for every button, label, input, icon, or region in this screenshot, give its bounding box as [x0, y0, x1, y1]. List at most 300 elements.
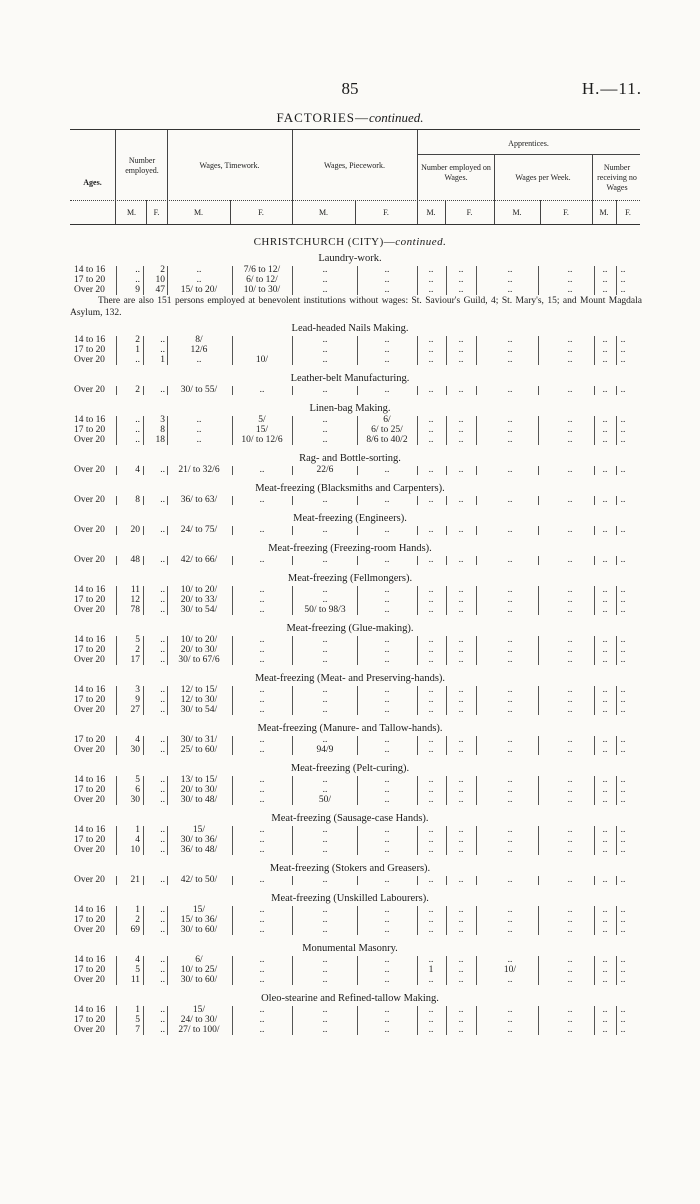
table-cell: 10/ [255, 355, 269, 365]
table-cell: 20/ to 30/ [180, 785, 218, 795]
column-rule [143, 416, 144, 445]
table-cell: 36/ to 48/ [180, 845, 218, 855]
column-rule [446, 266, 447, 295]
column-rule [167, 636, 168, 665]
column-rule [417, 386, 418, 395]
table-cell: .. [507, 795, 513, 805]
table-cell: .. [135, 265, 140, 275]
table-cell: .. [428, 795, 434, 805]
column-rule [292, 686, 293, 715]
column-rule [594, 956, 595, 985]
table-cell: .. [384, 345, 390, 355]
column-rule [357, 556, 358, 565]
table-cell: 5/ [258, 415, 266, 425]
column-rule [417, 466, 418, 475]
table-cell: .. [160, 845, 165, 855]
column-rule [143, 526, 144, 535]
hdr-f: F. [383, 208, 389, 217]
table-cell: 8/ [195, 335, 203, 345]
column-rule [292, 1006, 293, 1035]
column-rule [116, 1006, 117, 1035]
table-cell: .. [196, 265, 202, 275]
table-cell: .. [384, 605, 390, 615]
table-cell: .. [620, 835, 626, 845]
table-cell: .. [458, 585, 464, 595]
table-cell: .. [602, 595, 608, 605]
column-rule [417, 416, 418, 445]
table-cell: .. [507, 745, 513, 755]
table-cell: .. [602, 495, 608, 505]
column-rule [538, 586, 539, 615]
column-rule [538, 526, 539, 535]
table-cell: 10 [130, 845, 140, 855]
table-cell: .. [384, 355, 390, 365]
column-rule [476, 556, 477, 565]
hdr-m: M. [126, 208, 137, 217]
table-cell: .. [384, 735, 390, 745]
column-rule [167, 736, 168, 755]
table-cell: .. [620, 695, 626, 705]
column-rule [116, 636, 117, 665]
table-cell: .. [602, 435, 608, 445]
table-cell: .. [322, 775, 328, 785]
table-row [0, 795, 700, 806]
table-cell: .. [428, 285, 434, 295]
table-cell: .. [428, 915, 434, 925]
table-cell: 12/ to 15/ [180, 685, 218, 695]
column-rule [594, 876, 595, 885]
table-cell: .. [620, 595, 626, 605]
table-cell: .. [458, 605, 464, 615]
table-cell: .. [507, 925, 513, 935]
table-cell: 17 to 20 [74, 275, 106, 285]
hdr-m: M. [512, 208, 522, 217]
column-rule [116, 386, 117, 395]
hdr-m: M. [426, 208, 436, 217]
table-cell: .. [322, 735, 328, 745]
table-cell: .. [259, 635, 265, 645]
table-cell: .. [259, 965, 265, 975]
hdr-number-employed: Number employed. [125, 156, 159, 175]
table-cell: .. [567, 705, 573, 715]
table-cell: .. [384, 465, 390, 475]
table-cell: .. [602, 785, 608, 795]
table-cell: .. [507, 345, 513, 355]
table-row [0, 705, 700, 716]
column-rule [167, 336, 168, 365]
table-cell: 30/ to 67/6 [178, 655, 220, 665]
column-rule [616, 266, 617, 295]
column-rule [292, 336, 293, 365]
table-cell: .. [384, 335, 390, 345]
hdr-rule [70, 200, 640, 201]
table-cell: .. [602, 1015, 608, 1025]
table-cell: Over 20 [74, 285, 105, 295]
table-cell: .. [322, 835, 328, 845]
table-cell: .. [458, 975, 464, 985]
table-cell: .. [567, 635, 573, 645]
table-cell: .. [602, 335, 608, 345]
table-cell: .. [428, 875, 434, 885]
table-cell: .. [567, 905, 573, 915]
column-rule [538, 416, 539, 445]
table-cell: 2 [135, 915, 140, 925]
table-cell: .. [160, 595, 165, 605]
hdr-f: F. [466, 208, 473, 217]
column-rule [594, 466, 595, 475]
column-rule [616, 386, 617, 395]
table-cell: 1 [135, 345, 140, 355]
table-cell: .. [259, 585, 265, 595]
table-cell: .. [620, 785, 626, 795]
table-cell: .. [567, 355, 573, 365]
table-row [0, 465, 700, 476]
table-cell: .. [507, 645, 513, 655]
table-cell: .. [384, 775, 390, 785]
table-cell: .. [602, 825, 608, 835]
table-cell: .. [602, 425, 608, 435]
column-rule [476, 1006, 477, 1035]
table-cell: .. [567, 525, 573, 535]
column-rule [594, 556, 595, 565]
table-cell: .. [384, 275, 390, 285]
column-rule [143, 736, 144, 755]
column-rule [167, 586, 168, 615]
table-cell: .. [160, 705, 165, 715]
table-cell: .. [620, 955, 626, 965]
table-cell: .. [507, 415, 513, 425]
table-cell: .. [620, 825, 626, 835]
table-cell: .. [602, 905, 608, 915]
column-rule [292, 496, 293, 505]
table-cell: .. [567, 1005, 573, 1015]
region-title [0, 236, 700, 248]
table-cell: .. [620, 465, 626, 475]
table-cell: 4 [135, 955, 140, 965]
table-cell: .. [567, 875, 573, 885]
hdr-rule [115, 130, 116, 224]
table-cell: .. [507, 605, 513, 615]
table-cell: .. [567, 605, 573, 615]
table-cell: .. [259, 705, 265, 715]
table-cell: .. [507, 915, 513, 925]
column-rule [446, 526, 447, 535]
table-cell: .. [259, 465, 265, 475]
table-cell: .. [259, 605, 265, 615]
table-cell: .. [428, 605, 434, 615]
table-cell: 17 to 20 [74, 915, 106, 925]
table-cell: .. [567, 385, 573, 395]
table-cell: .. [620, 655, 626, 665]
table-cell: .. [322, 955, 328, 965]
table-cell: .. [428, 785, 434, 795]
table-cell: .. [384, 825, 390, 835]
hdr-rule [417, 154, 640, 155]
table-cell: .. [428, 1005, 434, 1015]
table-cell: .. [507, 335, 513, 345]
table-cell: .. [602, 525, 608, 535]
table-cell: 30/ to 54/ [180, 605, 218, 615]
table-cell: .. [620, 425, 626, 435]
column-rule [594, 776, 595, 805]
table-cell: .. [620, 355, 626, 365]
table-cell: 20/ to 30/ [180, 645, 218, 655]
column-rule [538, 736, 539, 755]
column-rule [538, 906, 539, 935]
table-cell: .. [259, 745, 265, 755]
table-cell: 14 to 16 [74, 585, 106, 595]
table-cell: .. [458, 555, 464, 565]
column-rule [357, 416, 358, 445]
table-cell: .. [428, 705, 434, 715]
table-cell: .. [567, 595, 573, 605]
column-rule [446, 336, 447, 365]
table-cell: .. [507, 825, 513, 835]
column-rule [476, 956, 477, 985]
table-cell: .. [322, 335, 328, 345]
table-cell: .. [458, 955, 464, 965]
hdr-ages: Ages. [83, 178, 102, 187]
column-rule [292, 466, 293, 475]
table-cell: 20 [130, 525, 140, 535]
column-rule [594, 686, 595, 715]
table-cell: 1 [428, 965, 434, 975]
column-rule [232, 386, 233, 395]
table-cell: 12/ to 30/ [180, 695, 218, 705]
column-rule [616, 416, 617, 445]
column-rule [167, 826, 168, 855]
table-row [0, 525, 700, 536]
table-cell: 21/ to 32/6 [178, 465, 220, 475]
column-rule [167, 386, 168, 395]
table-cell: 30/ to 54/ [180, 705, 218, 715]
column-rule [167, 266, 168, 295]
table-cell: .. [384, 1015, 390, 1025]
table-cell: .. [567, 285, 573, 295]
main-title [0, 110, 700, 126]
table-cell: .. [428, 595, 434, 605]
table-cell: .. [507, 635, 513, 645]
column-rule [167, 1006, 168, 1035]
table-cell: 14 to 16 [74, 335, 106, 345]
table-cell: .. [428, 275, 434, 285]
table-cell: .. [384, 745, 390, 755]
table-cell: Over 20 [74, 605, 105, 615]
table-cell: .. [567, 655, 573, 665]
table-cell: .. [620, 795, 626, 805]
table-cell: .. [620, 495, 626, 505]
table-cell: .. [567, 465, 573, 475]
column-rule [232, 266, 233, 295]
column-rule [417, 826, 418, 855]
table-cell: Over 20 [74, 465, 105, 475]
table-cell: 78 [130, 605, 140, 615]
table-cell: 17 to 20 [74, 425, 106, 435]
table-cell: .. [196, 435, 202, 445]
table-cell: .. [602, 415, 608, 425]
table-cell: .. [259, 875, 265, 885]
table-cell: 30/ to 31/ [180, 735, 218, 745]
column-rule [476, 636, 477, 665]
table-cell: 30/ to 60/ [180, 925, 218, 935]
column-rule [616, 336, 617, 365]
section-title: Meat-freezing (Pelt-curing). [290, 763, 410, 774]
table-cell: .. [458, 345, 464, 355]
column-rule [167, 526, 168, 535]
column-rule [232, 876, 233, 885]
table-cell: 42/ to 50/ [180, 875, 218, 885]
column-rule [357, 826, 358, 855]
table-cell: .. [458, 825, 464, 835]
table-cell: .. [259, 525, 265, 535]
column-rule [616, 906, 617, 935]
table-cell: .. [428, 775, 434, 785]
column-rule [232, 416, 233, 445]
column-rule [357, 776, 358, 805]
table-cell: .. [259, 735, 265, 745]
table-cell: 6/ to 25/ [371, 425, 403, 435]
table-cell: Over 20 [74, 975, 105, 985]
column-rule [116, 776, 117, 805]
table-cell: 12 [130, 595, 140, 605]
table-cell: .. [384, 385, 390, 395]
column-rule [116, 526, 117, 535]
table-cell: 14 to 16 [74, 1005, 106, 1015]
table-cell: .. [384, 585, 390, 595]
column-rule [292, 876, 293, 885]
table-cell: .. [160, 555, 165, 565]
table-cell: 27 [130, 705, 140, 715]
section-title: Meat-freezing (Manure- and Tallow-hands). [257, 723, 443, 734]
column-rule [476, 416, 477, 445]
table-cell: .. [160, 1015, 165, 1025]
column-rule [417, 266, 418, 295]
table-cell: 3 [160, 415, 165, 425]
table-cell: 10/ [503, 965, 517, 975]
table-cell: 50/ [318, 795, 332, 805]
section-title: Oleo-stearine and Refined-tallow Making. [261, 993, 439, 1004]
column-rule [143, 586, 144, 615]
table-cell: .. [384, 925, 390, 935]
table-cell: 1 [135, 905, 140, 915]
table-cell: .. [567, 585, 573, 595]
section-title: Meat-freezing (Meat- and Preserving-hands). [254, 673, 446, 684]
section-title: Meat-freezing (Blacksmiths and Carpenters). [255, 483, 445, 494]
column-rule [232, 336, 233, 365]
column-rule [232, 906, 233, 935]
table-cell: .. [620, 925, 626, 935]
table-cell: .. [602, 585, 608, 595]
table-cell: 17 to 20 [74, 735, 106, 745]
table-cell: .. [384, 1025, 390, 1035]
column-rule [167, 876, 168, 885]
table-row [0, 495, 700, 506]
table-cell: .. [620, 525, 626, 535]
table-cell: .. [458, 775, 464, 785]
table-cell: .. [567, 745, 573, 755]
table-cell: .. [322, 975, 328, 985]
table-cell: .. [507, 355, 513, 365]
table-cell: 17 to 20 [74, 345, 106, 355]
table-cell: 9 [135, 695, 140, 705]
table-cell: .. [160, 965, 165, 975]
table-cell: 5 [135, 635, 140, 645]
table-cell: .. [428, 745, 434, 755]
column-rule [292, 776, 293, 805]
column-rule [232, 496, 233, 505]
table-cell: 1 [135, 825, 140, 835]
column-rule [446, 956, 447, 985]
table-cell: 15/ to 36/ [180, 915, 218, 925]
table-cell: .. [507, 735, 513, 745]
column-rule [357, 386, 358, 395]
table-cell: .. [428, 435, 434, 445]
table-cell: .. [384, 955, 390, 965]
table-cell: 17 to 20 [74, 695, 106, 705]
table-cell: .. [567, 555, 573, 565]
table-cell: .. [567, 785, 573, 795]
column-rule [538, 266, 539, 295]
table-cell: .. [259, 845, 265, 855]
table-cell: .. [507, 785, 513, 795]
column-rule [417, 336, 418, 365]
column-rule [143, 556, 144, 565]
table-cell: .. [602, 875, 608, 885]
column-rule [143, 876, 144, 885]
table-cell: .. [507, 875, 513, 885]
table-cell: 8/6 to 40/2 [366, 435, 408, 445]
column-rule [417, 736, 418, 755]
column-rule [538, 826, 539, 855]
table-row [0, 555, 700, 566]
table-cell: .. [160, 685, 165, 695]
table-cell: .. [567, 845, 573, 855]
table-cell: Over 20 [74, 435, 105, 445]
table-cell: 15/ [255, 425, 269, 435]
table-cell: .. [428, 635, 434, 645]
table-cell: 11 [130, 585, 140, 595]
table-cell: .. [322, 645, 328, 655]
table-cell: .. [620, 605, 626, 615]
column-rule [594, 826, 595, 855]
table-cell: 8 [135, 495, 140, 505]
column-rule [116, 586, 117, 615]
table-cell: .. [322, 345, 328, 355]
table-cell: .. [322, 965, 328, 975]
column-rule [538, 336, 539, 365]
column-rule [417, 496, 418, 505]
column-rule [417, 956, 418, 985]
table-cell: 69 [130, 925, 140, 935]
section-title: Meat-freezing (Glue-making). [286, 623, 414, 634]
table-cell: .. [602, 745, 608, 755]
table-cell: .. [602, 605, 608, 615]
column-rule [232, 586, 233, 615]
section-title: Meat-freezing (Sausage-case Hands). [271, 813, 429, 824]
table-cell: .. [458, 435, 464, 445]
table-cell: .. [428, 385, 434, 395]
table-cell: .. [620, 735, 626, 745]
table-cell: 14 to 16 [74, 685, 106, 695]
table-cell: Over 20 [74, 795, 105, 805]
table-cell: .. [259, 685, 265, 695]
table-cell: .. [507, 595, 513, 605]
column-rule [357, 1006, 358, 1035]
column-rule [232, 466, 233, 475]
table-cell: .. [160, 795, 165, 805]
column-rule [616, 736, 617, 755]
table-cell: 14 to 16 [74, 955, 106, 965]
